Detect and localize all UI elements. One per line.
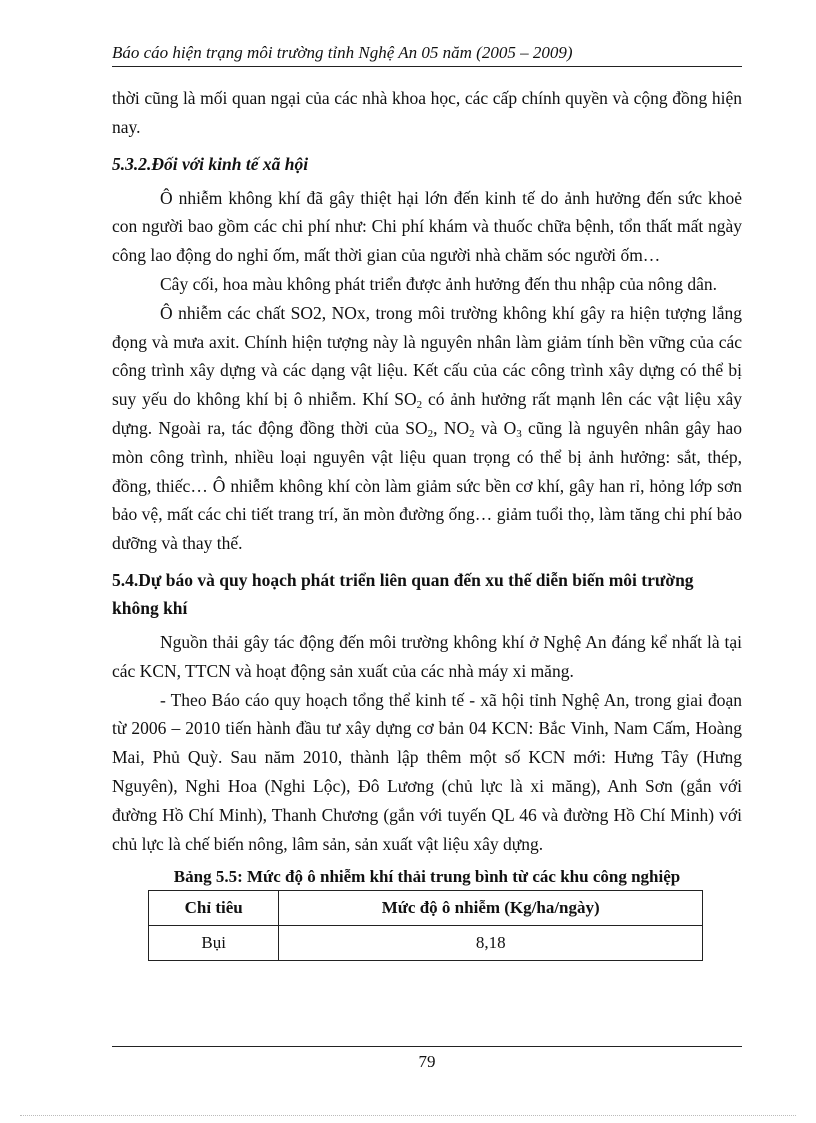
table-cell: 8,18 xyxy=(279,926,703,961)
section-heading-5-3-2: 5.3.2.Đối với kinh tế xã hội xyxy=(112,153,309,174)
page-number: 79 xyxy=(418,1052,436,1071)
text-run: có ảnh hưởng rất mạnh lên các vật liệu xây dựng. Ngoài ra, tác động đồng thời của SO xyxy=(112,389,742,438)
table-cell: Bụi xyxy=(149,926,279,961)
table-caption: Bảng 5.5: Mức độ ô nhiễm khí thải trung bình từ các khu công nghiệp xyxy=(173,867,681,887)
subscript: 3 xyxy=(516,427,522,440)
subscript: 2 xyxy=(469,427,475,440)
subscript: 2 xyxy=(416,399,423,412)
paragraph-acid-rain xyxy=(112,299,742,558)
text-run: cũng là nguyên nhân gây hao mòn công trình, nhiều loại nguyên vật liệu quan trọng có thể bị ảnh hưởng: sắt, thép, đồng, thiếc… Ô nhiễm không khí còn làm giảm sức bền cơ khí, gây han rỉ, hỏng lớp sơn bảo vệ, mất các chi tiết trang trí, ăn mòn đường ống… giảm tuổi thọ, làm tăng chi phí bảo dưỡng và thay thế. xyxy=(112,417,742,554)
paragraph-planning: - Theo Báo cáo quy hoạch tổng thể kinh tế - xã hội tỉnh Nghệ An, trong giai đoạn từ 2006 – 2010 tiến hành đầu tư xây dựng cơ bản 04 KCN: Bắc Vinh, Nam Cấm, Hoàng Mai, Phủ Quỳ. Sau năm 2010, thành lập thêm một số KCN mới: Hưng Tây (Hưng Nguyên), Nghi Hoa (Nghi Lộc), Đô Lương (chủ lực là xi măng), Anh Sơn (gắn với đường Hồ Chí Minh), Thanh Chương (gắn với tuyến QL 46 và đường Hồ Chí Minh) với chủ lực là chế biến nông, lâm sản, sản xuất vật liệu xây dựng. xyxy=(112,689,742,854)
table-header-cell: Chỉ tiêu xyxy=(149,891,279,926)
table-header-row xyxy=(149,891,703,926)
text-run: và O xyxy=(474,417,517,438)
text-run: Ô nhiễm các chất SO2, NOx, trong môi trường không khí gây ra hiện tượng lắng đọng và mưa axit. Chính hiện tượng này là nguyên nhân làm giảm tính bền vững của các công trình xây dựng và các dạng vật liệu. Kết cấu của các công trình xây dựng có thể bị suy yếu do không khí bị ô nhiễm. Khí SO xyxy=(112,302,742,410)
pollution-table xyxy=(148,890,703,961)
page-bottom-rule xyxy=(20,1115,796,1116)
table-row xyxy=(149,926,703,961)
text-run: , NO xyxy=(433,417,470,438)
table-header-cell: Mức độ ô nhiễm (Kg/ha/ngày) xyxy=(279,891,703,926)
paragraph-economic-damage: Ô nhiễm không khí đã gây thiệt hại lớn đến kinh tế do ảnh hưởng đến sức khoẻ con người bao gồm các chi phí như: Chi phí khám và thuốc chữa bệnh, tổn thất mất ngày công lao động do nghỉ ốm, mất thời gian của người nhà chăm sóc người ốm… xyxy=(112,187,742,266)
intro-paragraph: thời cũng là mối quan ngại của các nhà khoa học, các cấp chính quyền và cộng đồng hiện nay. xyxy=(112,88,742,137)
subscript: 2 xyxy=(427,427,434,440)
page-header: Báo cáo hiện trạng môi trường tỉnh Nghệ An 05 năm (2005 – 2009) xyxy=(112,42,742,67)
footer-divider xyxy=(112,1046,742,1047)
page-content xyxy=(112,84,742,961)
paragraph-pollution-sources: Nguồn thải gây tác động đến môi trường không khí ở Nghệ An đáng kể nhất là tại các KCN, TTCN và hoạt động sản xuất của các nhà máy xi măng. xyxy=(112,631,742,681)
section-heading-5-4: 5.4.Dự báo và quy hoạch phát triển liên quan đến xu thế diễn biến môi trường không khí xyxy=(112,569,694,618)
paragraph-crops: Cây cối, hoa màu không phát triển được ảnh hưởng đến thu nhập của nông dân. xyxy=(160,273,718,294)
